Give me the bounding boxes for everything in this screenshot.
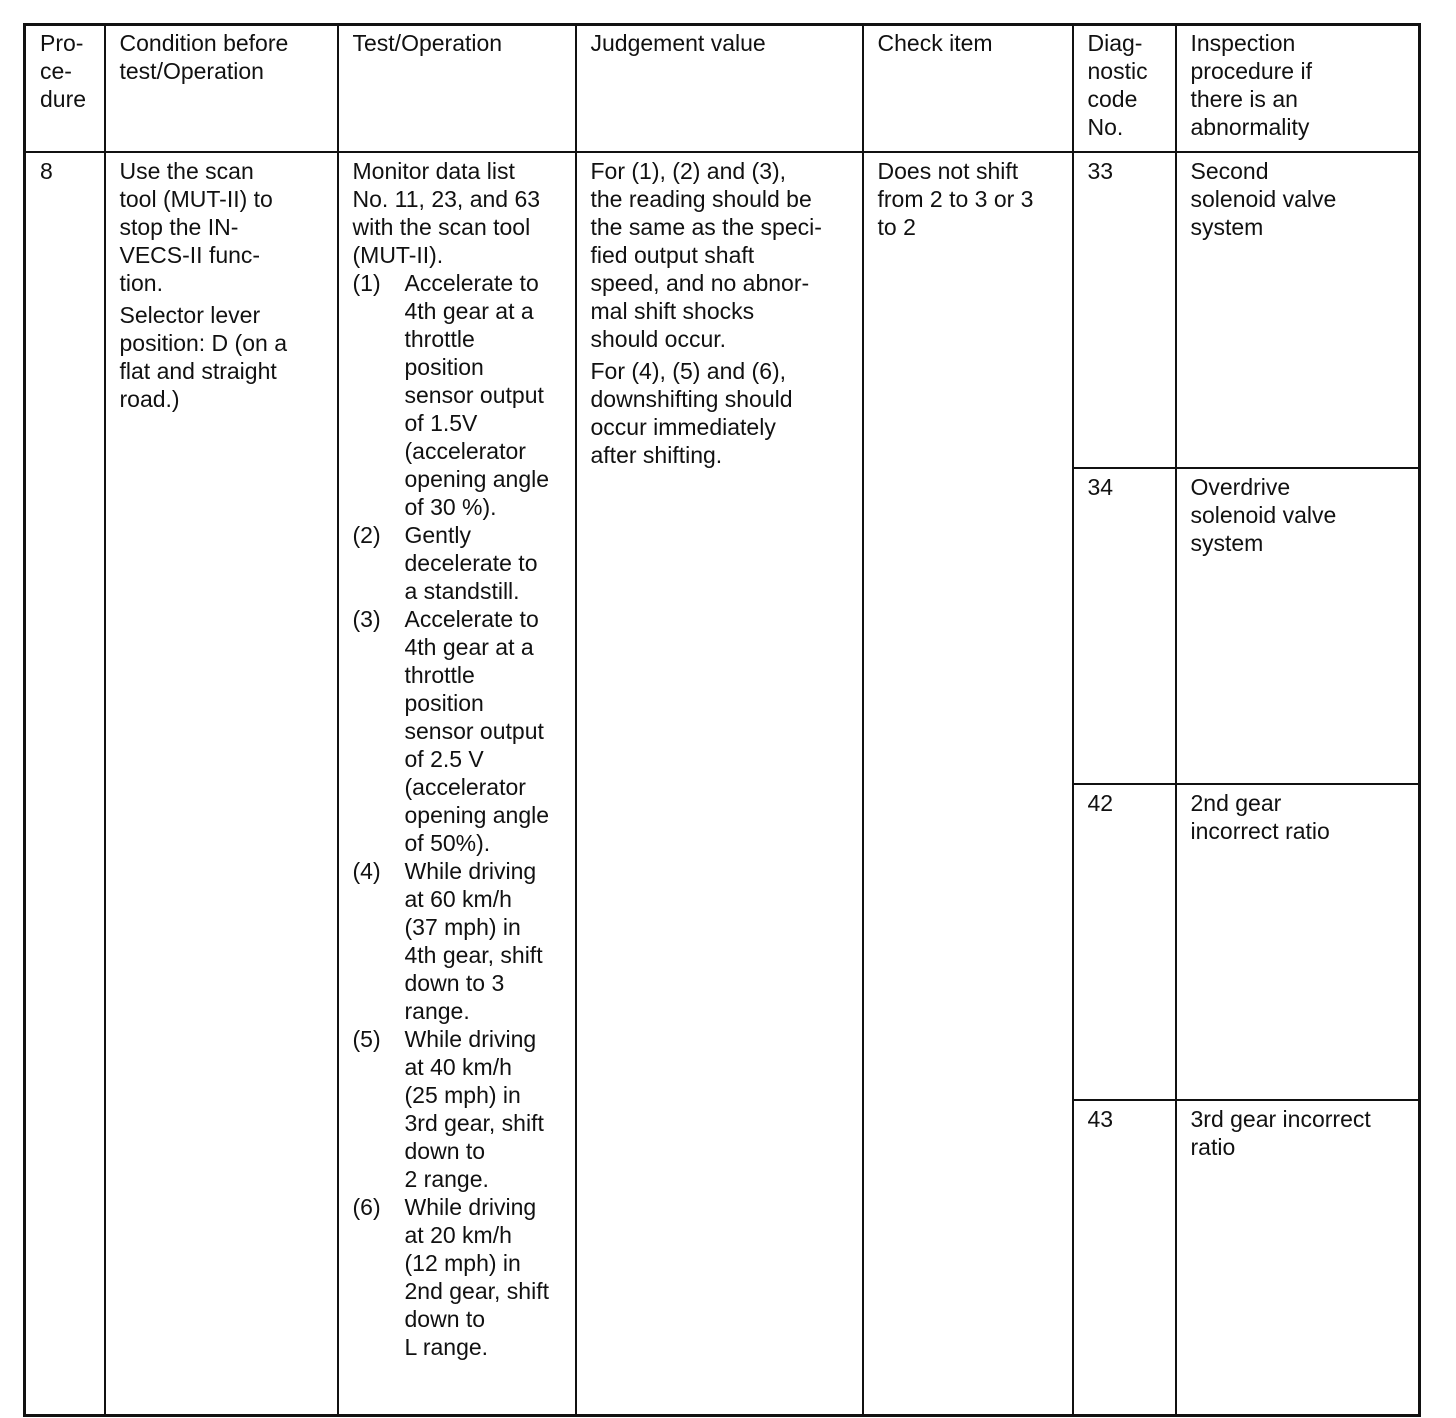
test-steps-list [353, 269, 561, 1361]
judgement-para-1: For (1), (2) and (3), the reading should be the same as the speci- fied output shaft speed, and no abnor- mal shift shocks should occur. [590, 157, 822, 352]
test-step-number: (3) [352, 605, 381, 632]
test-step [353, 605, 561, 857]
header-judgement-value: Judgement value [576, 25, 863, 152]
diagnostic-code-34: 34 [1073, 468, 1176, 784]
test-step-number: (2) [352, 521, 381, 548]
inspection-33: Second solenoid valve system [1176, 152, 1420, 468]
test-step-number: (4) [352, 857, 381, 884]
test-step-number: (5) [352, 1025, 381, 1052]
test-operation-cell: Monitor data list No. 11, 23, and 63 with the scan tool (MUT-II). (1) Accelerate to 4th gear at a throttle position sensor output of 1.5V (accelerator opening angle of 30 %). (2) Gently decelerate to a standstill. (3) Accelerate to 4th gear at a throttle position sensor output of 2.5 V (accelerator opening angle of 50%). (4) While driving at 60 km/h (37 mph) in 4th gear, shift down to 3 range. (5) While driving at 40 km/h (25 mph) in 3rd gear, shift down to 2 range. (6) While driving at 20 km/h (12 mph) in 2nd gear, shift down to L range. [338, 152, 576, 1416]
header-test-operation: Test/Operation [338, 25, 576, 152]
header-row [25, 25, 1420, 152]
test-step [353, 857, 561, 1025]
test-step-text: While driving at 40 km/h (25 mph) in 3rd gear, shift down to 2 range. [404, 1025, 544, 1192]
header-condition: Condition before test/Operation [105, 25, 338, 152]
test-step [353, 521, 561, 605]
condition-para-1: Use the scan tool (MUT-II) to stop the IN- VECS-II func- tion. [119, 157, 273, 296]
check-item-cell: Does not shift from 2 to 3 or 3 to 2 [863, 152, 1073, 1416]
test-step [353, 269, 561, 521]
inspection-34: Overdrive solenoid valve system [1176, 468, 1420, 784]
test-step-number: (1) [352, 269, 381, 296]
test-step-text: Gently decelerate to a standstill. [404, 521, 538, 604]
judgement-cell [576, 152, 863, 1416]
header-diagnostic-code: Diag- nostic code No. [1073, 25, 1176, 152]
diagnostic-code-43: 43 [1073, 1100, 1176, 1416]
inspection-43: 3rd gear incorrect ratio [1176, 1100, 1420, 1416]
test-step [353, 1193, 561, 1361]
diagnostic-table [23, 23, 1421, 1417]
test-step-text: Accelerate to 4th gear at a throttle position sensor output of 2.5 V (accelerator opening angle of 50%). [404, 605, 550, 856]
inspection-42: 2nd gear incorrect ratio [1176, 784, 1420, 1100]
condition-para-2: Selector lever position: D (on a flat and straight road.) [119, 301, 287, 412]
test-step-text: While driving at 20 km/h (12 mph) in 2nd gear, shift down to L range. [404, 1193, 549, 1360]
test-step-text: While driving at 60 km/h (37 mph) in 4th gear, shift down to 3 range. [404, 857, 543, 1024]
header-check-item: Check item [863, 25, 1073, 152]
table-row [25, 152, 1420, 468]
test-step-number: (6) [352, 1193, 381, 1220]
test-step-text: Accelerate to 4th gear at a throttle position sensor output of 1.5V (accelerator opening angle of 30 %). [404, 269, 550, 520]
diagnostic-code-42: 42 [1073, 784, 1176, 1100]
condition-cell [105, 152, 338, 1416]
test-step [353, 1025, 561, 1193]
header-inspection-procedure: Inspection procedure if there is an abnormality [1176, 25, 1420, 152]
judgement-para-2: For (4), (5) and (6), downshifting should occur immediately after shifting. [590, 357, 793, 468]
diagnostic-code-33: 33 [1073, 152, 1176, 468]
header-procedure: Pro- ce- dure [25, 25, 105, 152]
procedure-cell: 8 [25, 152, 105, 1416]
